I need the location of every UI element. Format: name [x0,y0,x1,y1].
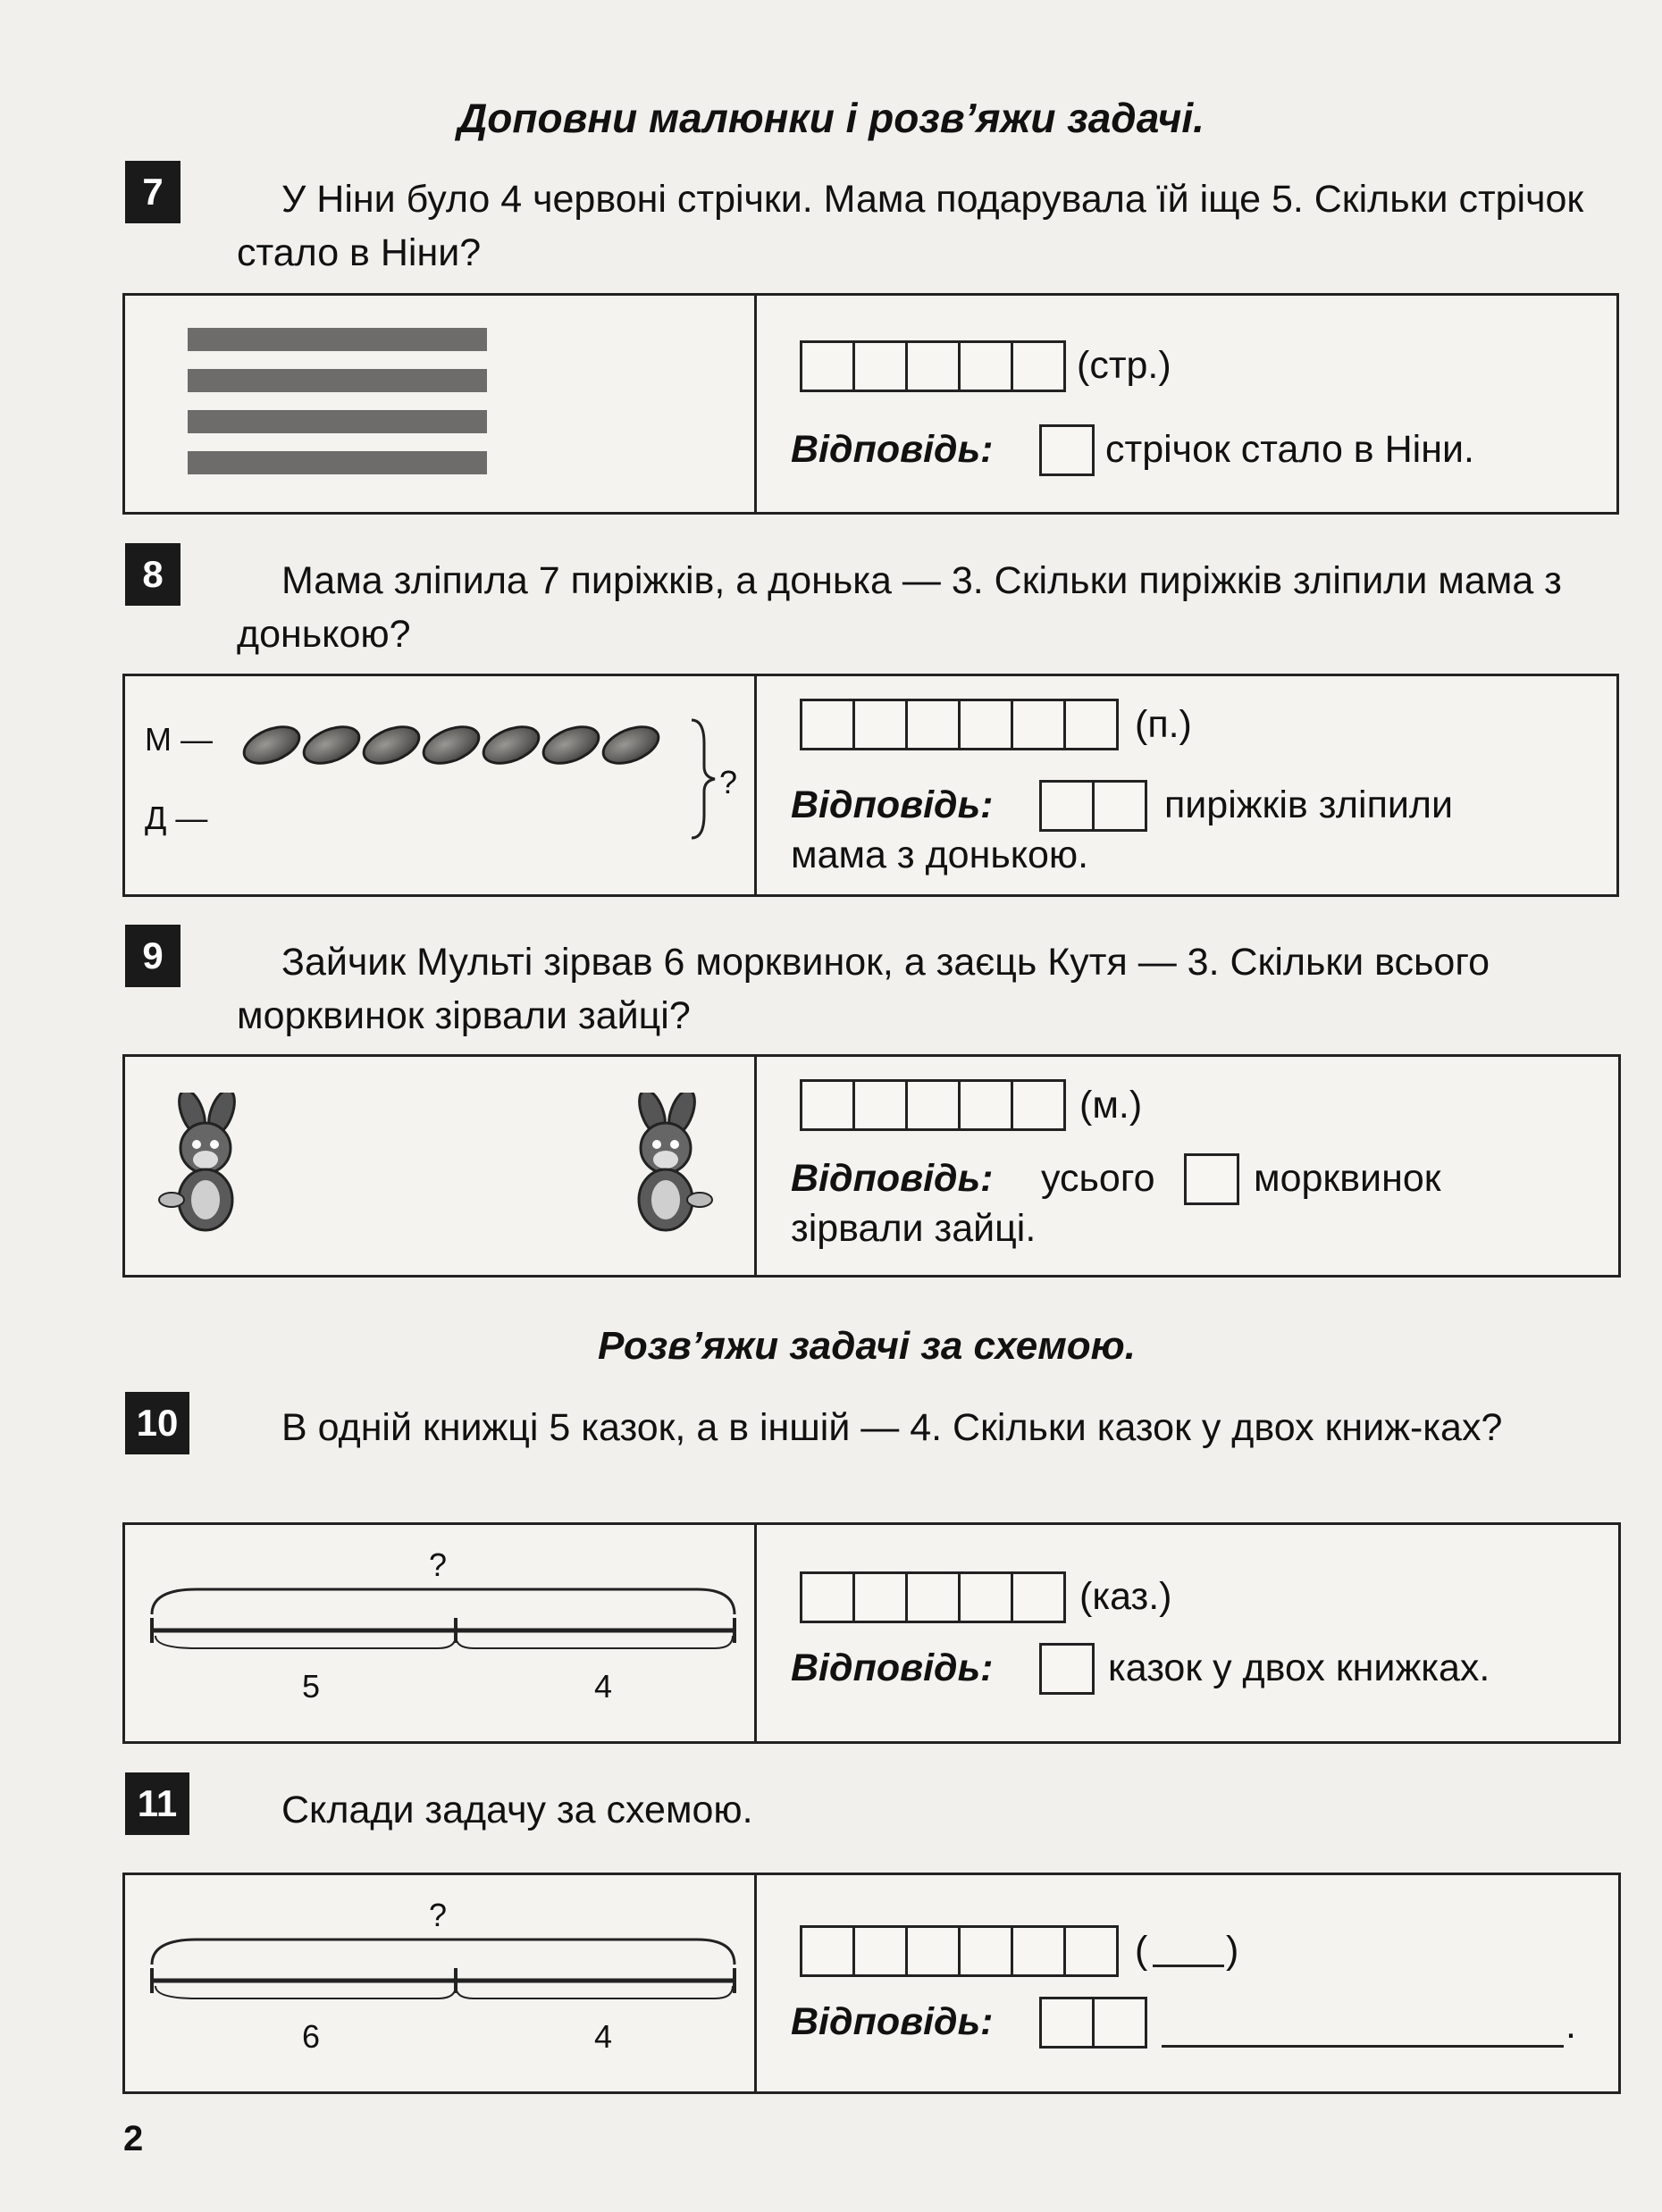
pie [476,718,545,773]
panel-divider [754,1875,757,2091]
pie [416,718,485,773]
answer-text-line2: зірвали зайці. [791,1207,1037,1250]
ribbon [188,410,487,433]
question-mark: ? [429,1897,448,1933]
bunny-icon [152,1093,259,1236]
pie [237,718,306,773]
expression-cells[interactable] [800,340,1066,392]
page-number: 2 [123,2119,144,2158]
segment-right-value: 4 [594,1668,613,1705]
task-9-panel [122,1054,1621,1278]
unit-label: (м.) [1079,1084,1143,1127]
panel-divider [754,1057,757,1275]
answer-text-line2: мама з донькою. [791,834,1089,876]
answer-text: казок у двох книжках. [1108,1646,1490,1689]
answer-blank-line[interactable] [1162,2045,1564,2048]
answer-cells[interactable] [1039,424,1095,476]
unit-label: (п.) [1135,703,1192,746]
answer-cells[interactable] [1039,1997,1147,2049]
pie [357,718,425,773]
task-7-number: 7 [125,161,180,223]
answer-label: Відповідь: [791,428,994,471]
task-10-number: 10 [125,1392,189,1454]
task-10-panel [122,1522,1621,1744]
bunny-icon [612,1093,719,1236]
answer-text-pre: усього [1041,1157,1155,1200]
panel-divider [754,1525,757,1741]
answer-text-post: морквинок [1254,1157,1441,1200]
task-11-text: Склади задачу за схемою. [281,1789,753,1831]
brace [688,716,724,842]
expression-cells[interactable] [800,699,1119,750]
task-7-text: У Ніни було 4 червоні стрічки. Мама подарувала їй іще 5. Скільки стрічок стало в Ніни? [237,178,1584,274]
unit-open-paren: ( [1135,1929,1148,1972]
task-9-text: Зайчик Мульті зірвав 6 морквинок, а заєць Кутя — 3. Скільки всього морквинок зірвали зайці? [237,941,1490,1037]
expression-cells[interactable] [800,1571,1066,1623]
task-9-number: 9 [125,925,180,987]
ribbon [188,451,487,474]
label-donka: Д — [145,800,208,836]
label-mama: М — [145,721,213,758]
segment-left-value: 6 [302,2018,321,2055]
pie [297,718,365,773]
task-7-panel [122,293,1619,515]
task-11-panel [122,1873,1621,2094]
answer-cells[interactable] [1184,1153,1239,1205]
answer-label: Відповідь: [791,1157,994,1200]
task-11-number: 11 [125,1772,189,1835]
answer-label: Відповідь: [791,2000,994,2043]
section-heading-1: Доповни малюнки і розв’яжи задачі. [457,95,1205,141]
unit-label: (каз.) [1079,1575,1172,1618]
panel-divider [754,296,757,512]
unit-label: (стр.) [1077,344,1171,387]
task-10-text: В одній книжці 5 казок, а в іншій — 4. Скільки казок у двох книж-ках? [281,1406,1503,1449]
answer-label: Відповідь: [791,1646,994,1689]
question-mark: ? [429,1546,448,1583]
pie [596,718,665,773]
answer-text: стрічок стало в Ніни. [1105,428,1474,471]
segment-left-value: 5 [302,1668,321,1705]
ribbon [188,369,487,392]
task-8-panel [122,674,1619,897]
unit-blank[interactable] [1153,1965,1224,1967]
answer-cells[interactable] [1039,780,1147,832]
answer-label: Відповідь: [791,783,994,826]
answer-cells[interactable] [1039,1643,1095,1695]
panel-divider [754,676,757,894]
section-heading-2: Розв’яжи задачі за схемою. [598,1324,1136,1368]
expression-cells[interactable] [800,1079,1066,1131]
answer-text: пиріжків зліпили [1164,783,1453,826]
unit-close-paren: ) [1226,1929,1239,1972]
question-mark: ? [719,764,738,800]
segment-right-value: 4 [594,2018,613,2055]
answer-period: . [1565,2004,1576,2047]
task-8-text: Мама зліпила 7 пиріжків, а донька — 3. Скільки пиріжків зліпили мама з донькою? [237,559,1562,656]
ribbon [188,328,487,351]
task-8-number: 8 [125,543,180,606]
expression-cells[interactable] [800,1925,1119,1977]
pie [536,718,605,773]
